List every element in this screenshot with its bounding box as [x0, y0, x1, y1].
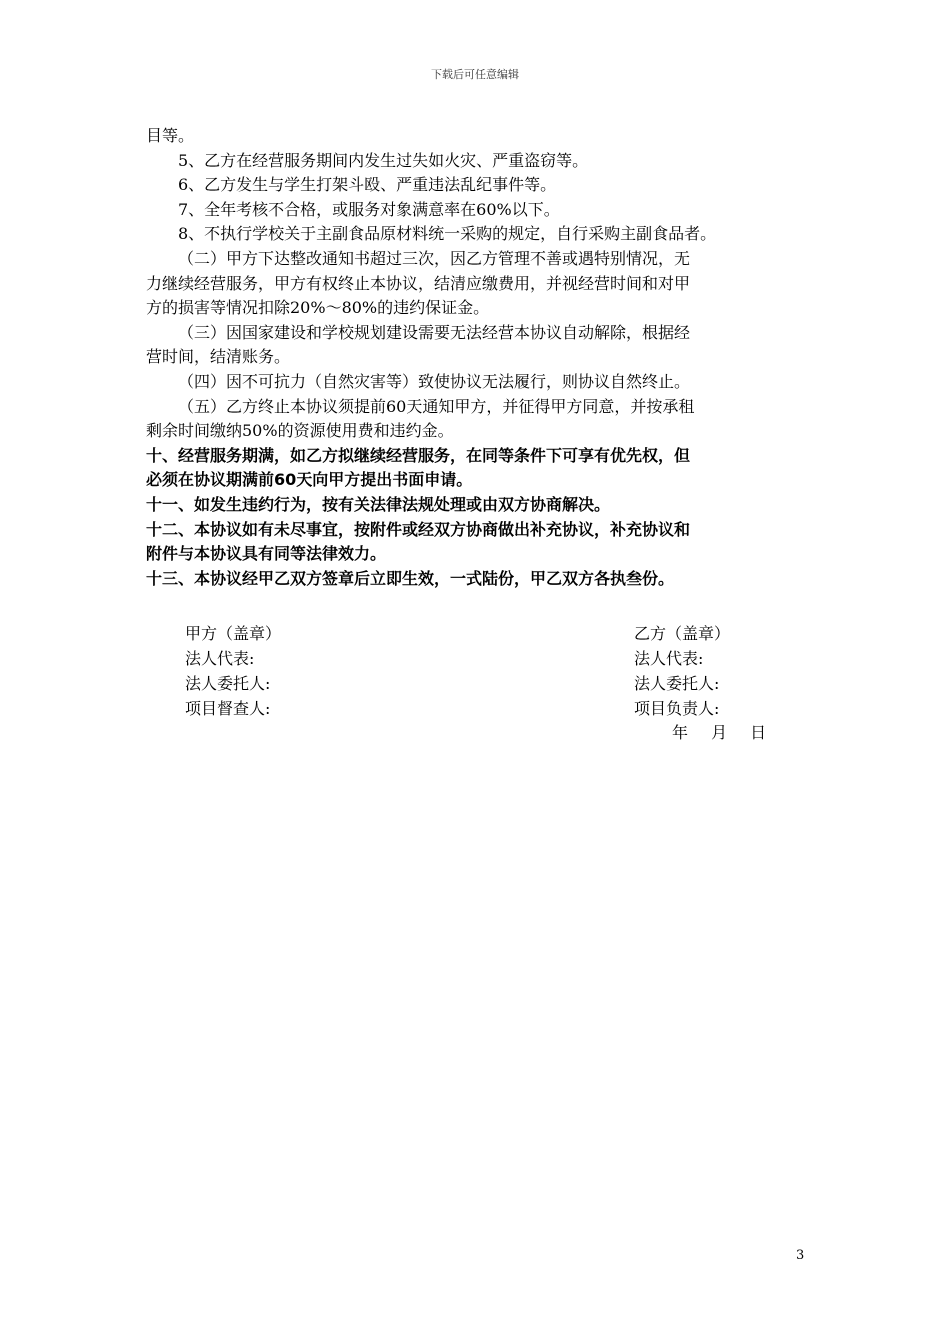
article-11: 十一、如发生违约行为，按有关法律法规处理或由双方协商解决。	[146, 494, 611, 514]
party-a-delegate: 法人委托人:	[185, 674, 271, 693]
party-a-legal-rep: 法人代表:	[185, 649, 255, 668]
clause-3: （三）因国家建设和学校规划建设需要无法经营本协议自动解除，根据经	[178, 322, 691, 342]
list-item: 6、乙方发生与学生打架斗殴、严重违法乱纪事件等。	[178, 175, 557, 195]
article-10-cont: 必须在协议期满前60天向甲方提出书面申请。	[146, 470, 473, 490]
article-10: 十、经营服务期满，如乙方拟继续经营服务，在同等条件下可享有优先权，但	[146, 445, 691, 465]
party-a-supervisor: 项目督查人:	[185, 699, 271, 718]
party-b-project-lead: 项目负责人:	[634, 699, 720, 718]
clause-5-cont: 剩余时间缴纳50%的资源使用费和违约金。	[146, 421, 454, 441]
clause-4: （四）因不可抗力（自然灾害等）致使协议无法履行，则协议自然终止。	[178, 371, 691, 391]
article-12: 十二、本协议如有未尽事宜，按附件或经双方协商做出补充协议，补充协议和	[146, 519, 691, 539]
text-line: 目等。	[146, 126, 195, 145]
signing-date: 年 月 日	[672, 723, 767, 742]
party-b-delegate: 法人委托人:	[634, 674, 720, 693]
list-item: 5、乙方在经营服务期间内发生过失如火灾、严重盗窃等。	[178, 150, 589, 170]
article-13: 十三、本协议经甲乙双方签章后立即生效，一式陆份，甲乙双方各执叁份。	[146, 568, 675, 588]
party-b-seal: 乙方（盖章）	[634, 624, 731, 643]
party-b-legal-rep: 法人代表:	[634, 649, 704, 668]
list-item: 8、不执行学校关于主副食品原材料统一采购的规定，自行采购主副食品者。	[178, 224, 717, 244]
clause-3-cont: 营时间，结清账务。	[146, 347, 291, 367]
clause-2: （二）甲方下达整改通知书超过三次，因乙方管理不善或遇特别情况，无	[178, 248, 691, 268]
article-12-cont: 附件与本协议具有同等法律效力。	[146, 544, 387, 564]
clause-2-cont: 力继续经营服务，甲方有权终止本协议，结清应缴费用，并视经营时间和对甲	[146, 273, 691, 293]
page-number: 3	[796, 1248, 805, 1263]
clause-2-cont: 方的损害等情况扣除20%～80%的违约保证金。	[146, 298, 490, 318]
party-a-signature	[185, 621, 281, 721]
party-a-seal: 甲方（盖章）	[185, 624, 282, 643]
party-b-signature	[634, 621, 730, 721]
list-item: 7、全年考核不合格，或服务对象满意率在60%以下。	[178, 199, 560, 219]
clause-5: （五）乙方终止本协议须提前60天通知甲方，并征得甲方同意，并按承租	[178, 396, 695, 416]
document-body	[146, 124, 816, 591]
page-header: 下载后可任意编辑	[431, 68, 519, 81]
